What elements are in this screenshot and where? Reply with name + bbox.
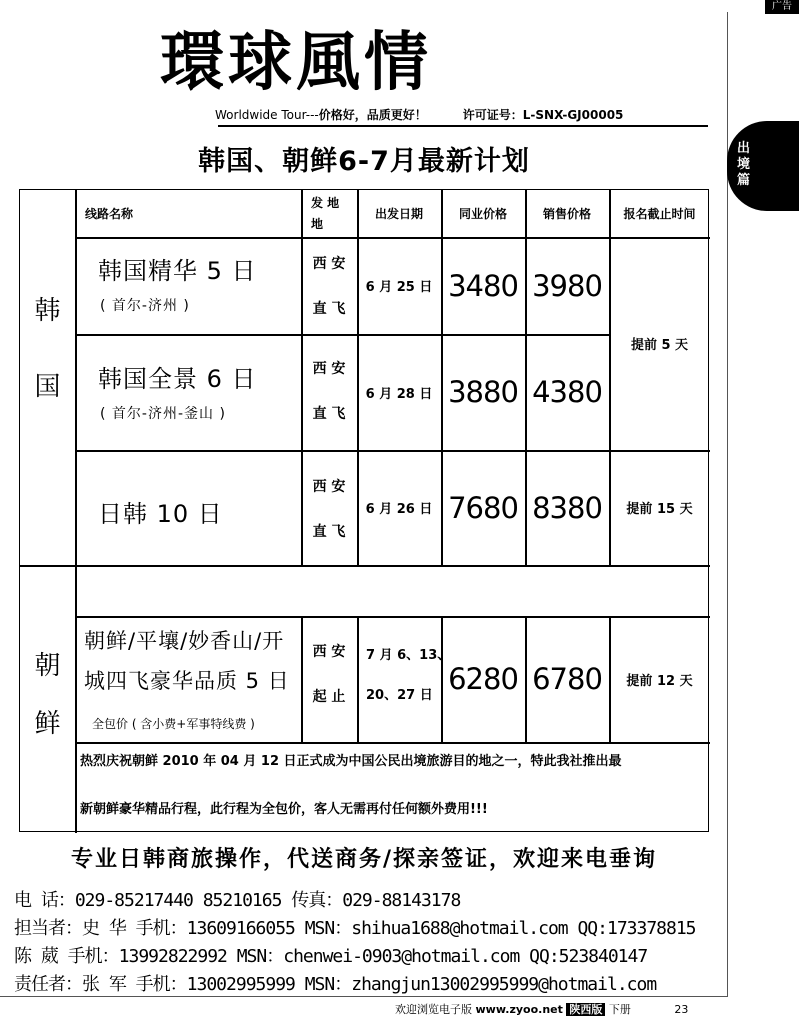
header-rule [218,125,708,127]
departure-mode: 直 飞 [312,406,346,422]
divider [20,565,710,567]
departure-date: 6 月 25 日 [365,280,433,295]
header-date: 出发日期 [374,207,423,221]
service-line: 专业日韩商旅操作，代送商务/探亲签证，欢迎来电垂询 [70,847,658,872]
departure-mode: 直 飞 [312,524,346,540]
footer-edition: 陕西版 [566,1003,605,1016]
contact-agent-2: 陈 葳 手机：13992822992 MSN：chenwei-0903@hotmail.com QQ:523840147 [14,946,648,967]
deadline: 提前 12 天 [626,673,693,689]
route-sub: ( 首尔-济州-釜山 ) [100,406,226,422]
page-number: 23 [674,1003,689,1016]
route-sub: ( 首尔-济州 ) [100,298,190,314]
departure-date [366,636,450,716]
region-korea [20,273,75,425]
slogan-en: Worldwide Tour--- [215,108,319,122]
route-name: 日韩 10 日 [98,500,223,528]
divider [357,616,359,742]
route-name [84,621,290,701]
trade-price: 7680 [448,490,518,525]
trade-price: 3880 [448,375,518,409]
notice-line2: 新朝鲜豪华精品行程，此行程为全包价，客人无需再付任何额外费用!!! [80,802,488,817]
footer-welcome: 欢迎浏览电子版 [395,1003,476,1016]
departure-date-line1: 7 月 6、13、 [366,648,451,663]
notice-line1: 热烈庆祝朝鲜 2010 年 04 月 12 日正式成为中国公民出境旅游目的地之一，特此我社推出最 [80,754,622,769]
departure-date-line2: 20、27 日 [366,688,433,703]
departure-city: 西 安 [312,256,346,272]
departure-date: 6 月 28 日 [365,386,433,402]
header-departure-a: 发 地 [311,195,340,210]
contact-agent-1: 担当者：史 华 手机：13609166055 MSN：shihua1688@hotmail.com QQ:173378815 [14,918,696,939]
trade-price: 6280 [448,662,518,696]
route-note: 全包价 ( 含小费+军事特线费 ) [92,717,255,731]
contact-phone: 电 话：029-85217440 85210165 传真：029-88143178 [14,890,461,911]
departure-mode: 起 止 [312,689,346,705]
route-name: 韩国精华 5 日 [98,257,257,285]
departure-city: 西 安 [312,361,346,377]
route-name: 韩国全景 6 日 [98,365,257,393]
region-korea-line2: 国 [34,372,61,402]
side-tab-label: 出境篇 [737,141,751,188]
license-number: 许可证号：L-SNX-GJ00005 [462,108,624,122]
region-nk-line1: 朝 [34,651,61,681]
departure [301,347,357,437]
deadline: 提前 15 天 [626,502,693,517]
tour-table [19,189,709,832]
side-tab [727,121,799,211]
divider [75,190,77,833]
header-sale-price: 销售价格 [542,207,591,221]
departure-city: 西 安 [312,479,346,495]
footer [395,1001,688,1017]
header-departure-b: 地 [311,216,324,231]
contact-manager: 责任者：张 军 手机：13002995999 MSN：zhangjun13002995999@hotmail.com [14,974,657,995]
slogan-line [215,106,623,123]
departure [301,630,357,720]
region-nk-line2: 鲜 [34,709,61,739]
region-korea-line1: 韩 [34,296,61,326]
deadline: 提前 5 天 [630,338,689,353]
region-north-korea [20,637,75,753]
slogan-cn: 价格好，品质更好！ [318,108,427,122]
header-trade-price: 同业价格 [458,207,507,221]
notice-text [80,738,622,834]
header-departure [301,190,357,237]
route-name-line2: 城四飞豪华品质 5 日 [84,669,290,693]
ad-tag: 广告 [765,0,799,14]
departure [301,242,357,332]
footer-url[interactable]: www.zyoo.net [475,1003,563,1016]
header-route: 线路名称 [85,207,134,221]
sale-price: 6780 [532,662,602,696]
departure [301,465,357,555]
departure-city: 西 安 [312,644,346,660]
sale-price: 8380 [532,490,602,525]
trade-price: 3480 [448,268,518,303]
route-name-line1: 朝鲜/平壤/妙香山/开 [84,629,285,653]
departure-date: 6 月 26 日 [365,502,433,517]
departure-mode: 直 飞 [312,301,346,317]
brand-logo: 環球風情 [160,25,432,100]
sale-price: 3980 [532,268,602,303]
sale-price: 4380 [532,375,602,409]
header-deadline: 报名截止时间 [623,207,696,221]
footer-volume: 下册 [608,1003,631,1016]
plan-title: 韩国、朝鲜6-7月最新计划 [198,146,530,177]
